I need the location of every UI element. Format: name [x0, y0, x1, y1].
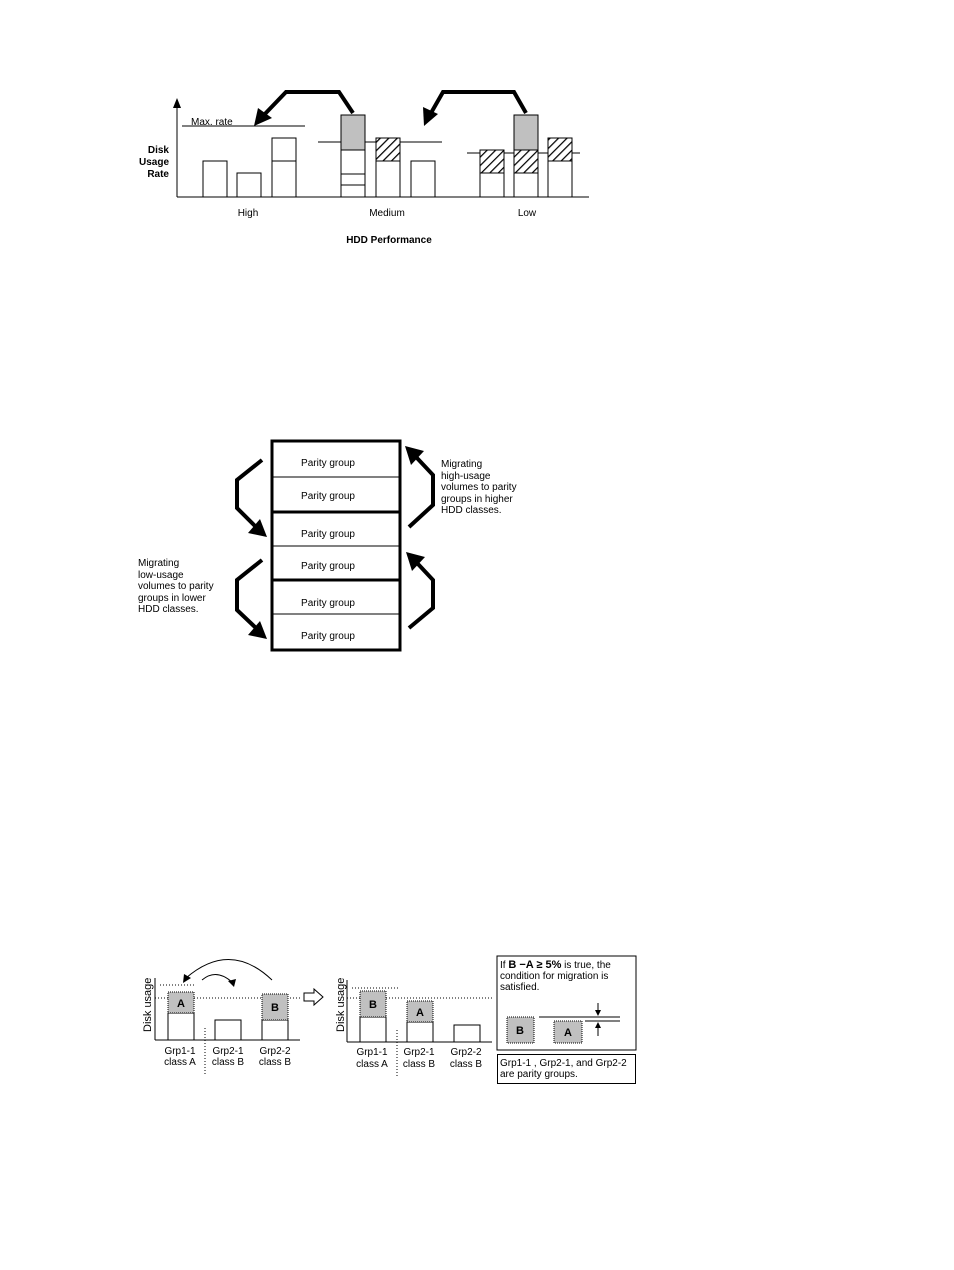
condition-box-a-label: A	[564, 1027, 572, 1039]
right-group-3-class: class B	[449, 1059, 483, 1070]
transition-arrow	[304, 989, 323, 1005]
swap-arrow-curve-small	[202, 974, 232, 982]
migration-text-higher: Migrating high-usage volumes to parity groups in higher HDD classes.	[441, 459, 517, 516]
parity-group-label-4: Parity group	[301, 561, 355, 572]
left-group-1-name: Grp1-1	[164, 1046, 196, 1057]
right-y-axis-label: Disk usage	[335, 977, 347, 1032]
parity-group-label-3: Parity group	[301, 529, 355, 540]
footnote-box	[497, 1054, 636, 1084]
parity-group-label-2: Parity group	[301, 491, 355, 502]
condition-box-b-label: B	[516, 1025, 524, 1037]
right-box-a-label: A	[416, 1007, 424, 1019]
parity-group-label-1: Parity group	[301, 458, 355, 469]
condition-suffix: is true, the condition for migration is satisfied.	[500, 960, 611, 993]
parity-group-label-6: Parity group	[301, 631, 355, 642]
condition-formula: B −A ≥ 5%	[508, 959, 562, 971]
x-axis-label: HDD Performance	[346, 235, 432, 246]
left-grp2-2-bar	[262, 1020, 288, 1040]
left-box-b-label: B	[271, 1002, 279, 1014]
category-label-low: Low	[517, 208, 537, 219]
category-label-medium: Medium	[369, 208, 405, 219]
left-grp2-1-bar	[215, 1020, 241, 1040]
category-label-high: High	[237, 208, 259, 219]
left-grp1-1-bar	[168, 1013, 194, 1040]
left-box-a-label: A	[177, 998, 185, 1010]
right-group-2-name: Grp2-1	[403, 1047, 435, 1058]
y-axis-label-line-1: Disk	[147, 145, 169, 156]
right-group-2-class: class B	[402, 1059, 436, 1070]
right-group-3-name: Grp2-2	[450, 1047, 482, 1058]
swap-arrow-curve-top	[186, 959, 272, 980]
y-axis-label-line-3: Rate	[147, 169, 169, 180]
left-y-axis-label: Disk usage	[142, 977, 154, 1032]
parity-group-label-5: Parity group	[301, 598, 355, 609]
max-rate-label: Max. rate	[191, 117, 233, 128]
right-grp1-1-bar	[360, 1017, 386, 1042]
right-box-b-label: B	[369, 999, 377, 1011]
left-group-3-class: class B	[258, 1057, 292, 1068]
right-grp2-1-bar	[407, 1022, 433, 1042]
y-axis-label-line-2: Usage	[138, 157, 169, 168]
condition-text	[497, 956, 636, 1002]
left-group-2-class: class B	[211, 1057, 245, 1068]
footnote-text: Grp1-1 , Grp2-1, and Grp2-2 are parity groups.	[500, 1058, 627, 1080]
condition-prefix: If	[500, 960, 509, 971]
right-grp2-2-bar	[454, 1025, 480, 1042]
right-group-1-class: class A	[356, 1059, 388, 1070]
left-group-3-name: Grp2-2	[259, 1046, 291, 1057]
left-group-1-class: class A	[164, 1057, 196, 1068]
migration-text-lower: Migrating low-usage volumes to parity groups in lower HDD classes.	[138, 558, 214, 615]
left-group-2-name: Grp2-1	[212, 1046, 244, 1057]
right-group-1-name: Grp1-1	[356, 1047, 388, 1058]
